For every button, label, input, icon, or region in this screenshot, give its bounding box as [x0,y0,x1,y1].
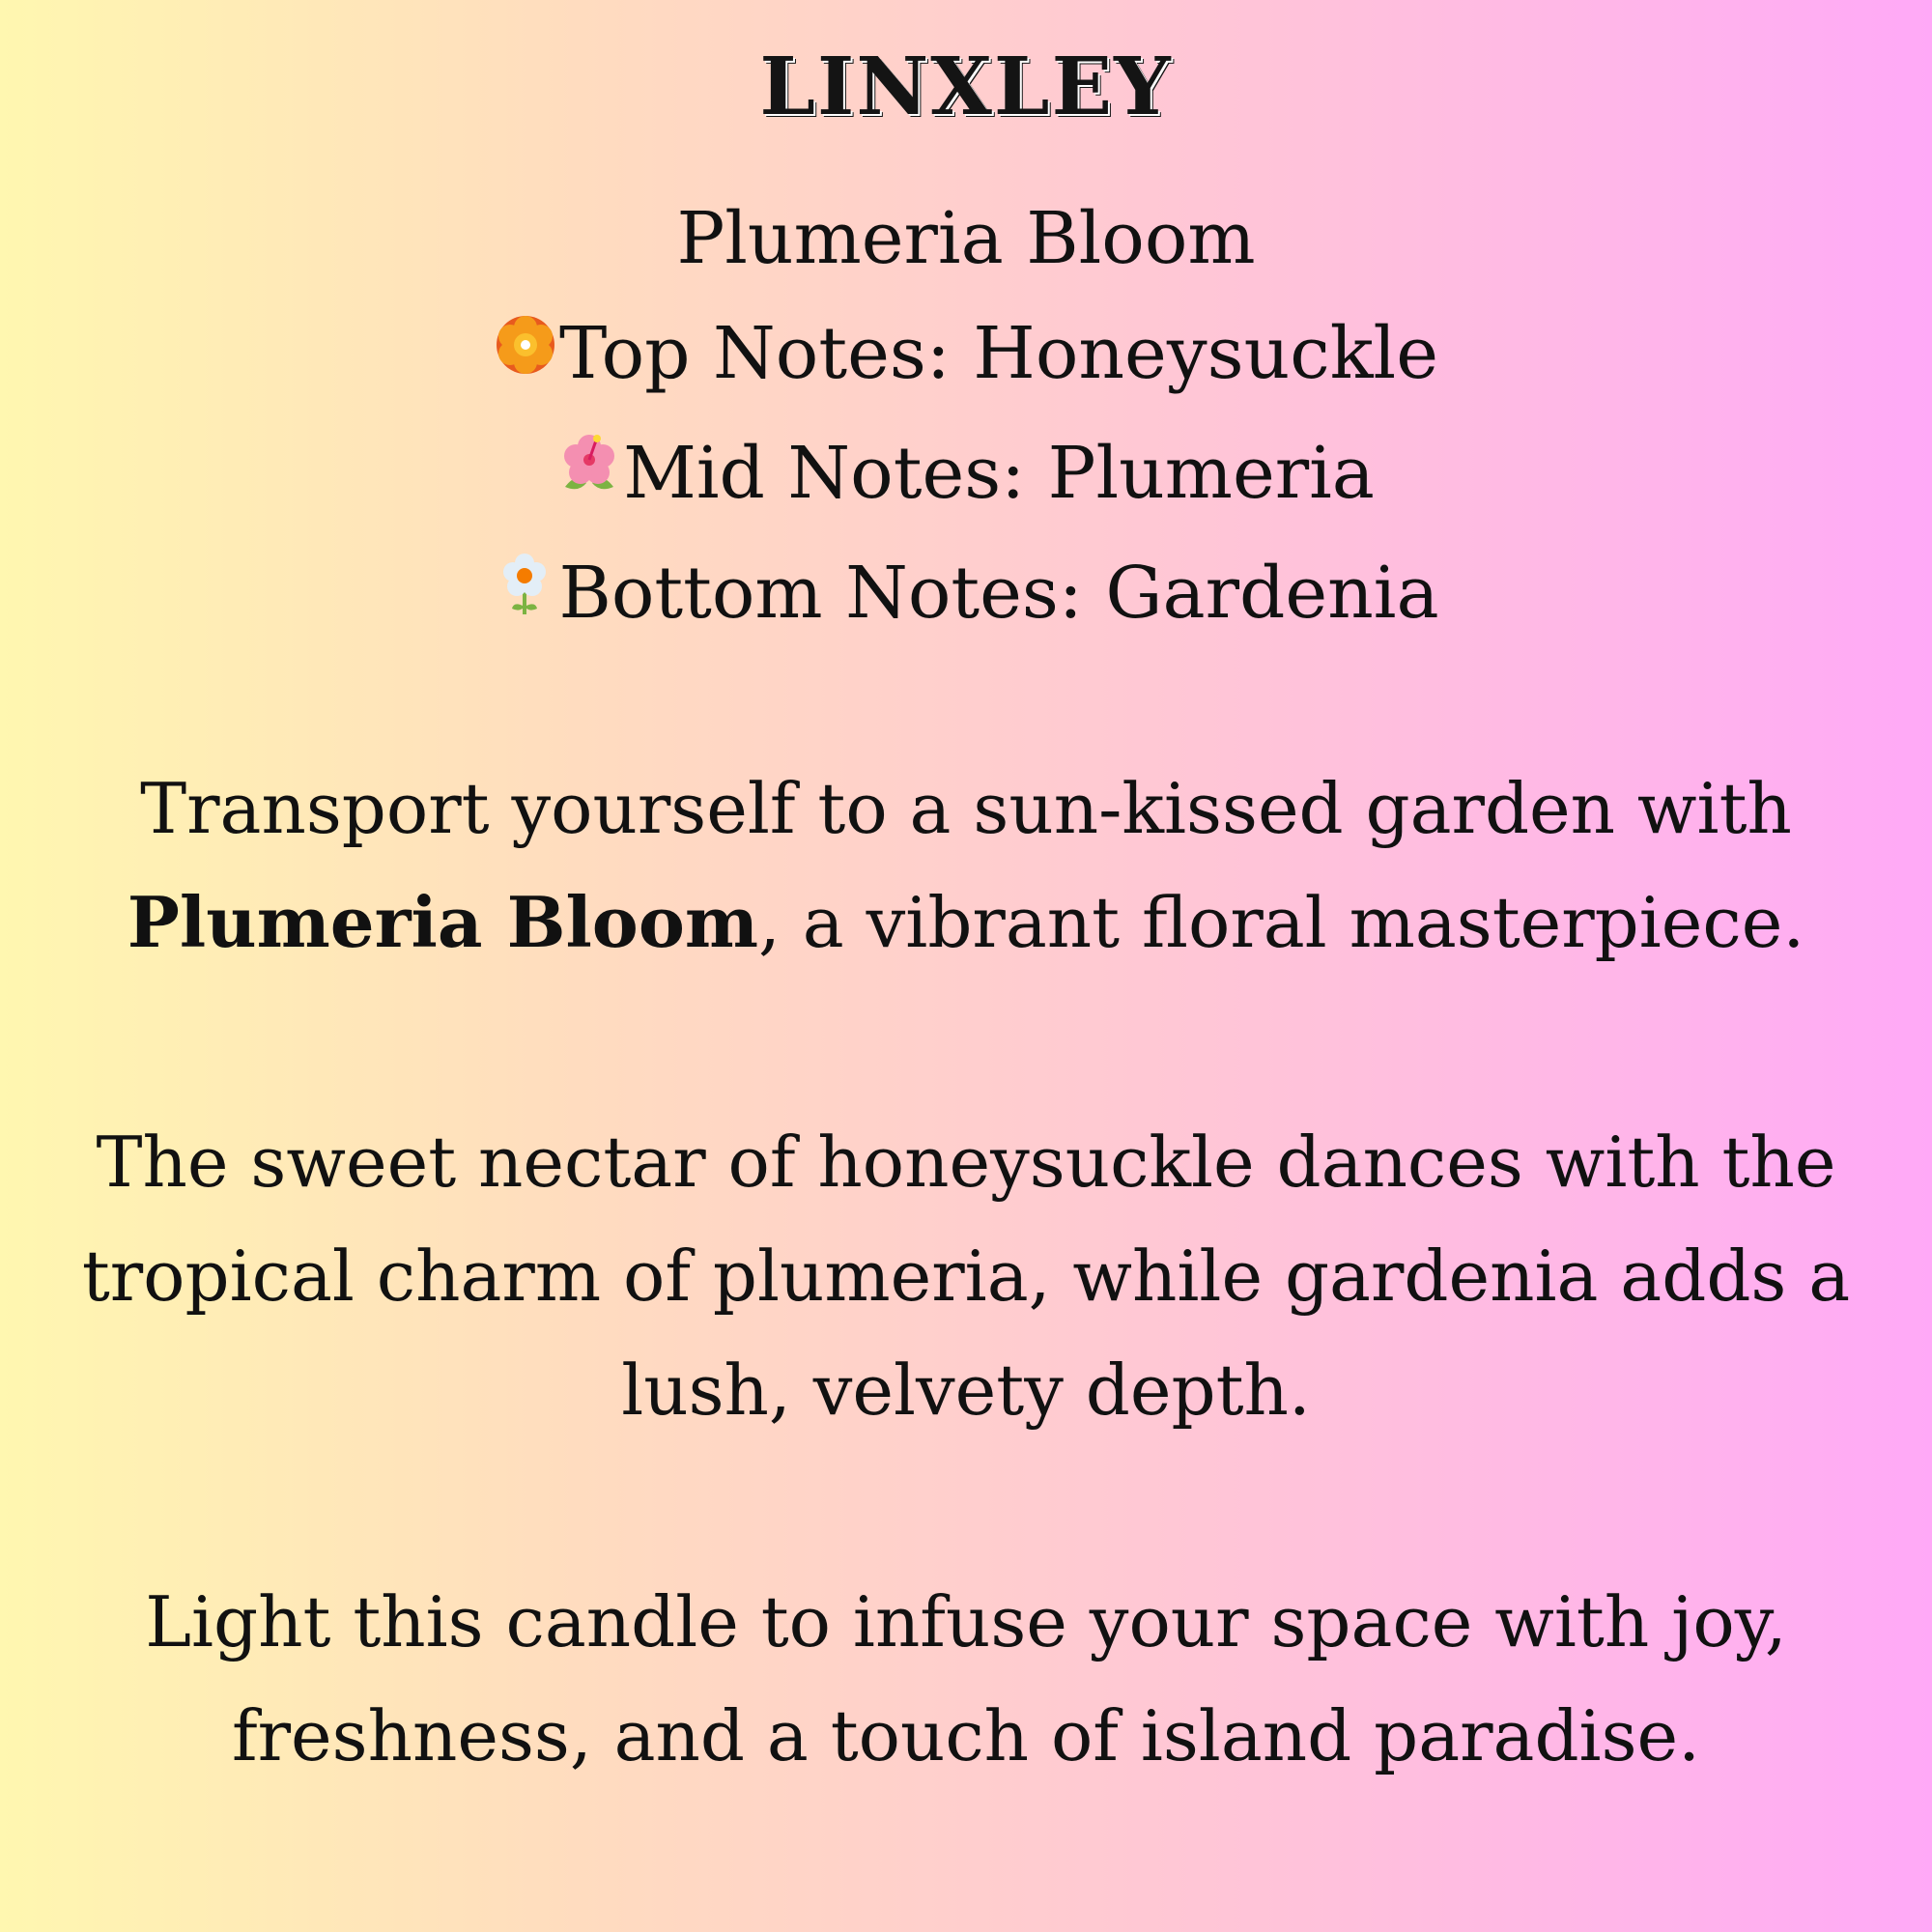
closing-paragraph: Light this candle to infuse your space with joy, freshness, and a touch of island paradise. [145,1581,1787,1776]
white-daisy-icon [493,535,556,650]
orange-flower-icon [494,296,557,411]
bottom-notes-line [0,536,1932,656]
intro-paragraph [19,752,1913,980]
top-notes-text: Top Notes: Honeysuckle [558,312,1439,395]
scent-notes [0,182,1932,656]
intro-tail: , a vibrant floral masterpiece. [758,882,1805,963]
mid-notes-text: Mid Notes: Plumeria [623,432,1375,516]
intro-product-name: Plumeria Bloom [127,881,759,963]
top-notes-line [0,297,1932,416]
brand-title: LINXLEY [759,41,1173,133]
bottom-notes-text: Bottom Notes: Gardenia [558,552,1439,636]
hibiscus-icon [557,415,621,530]
description-paragraph: The sweet nectar of honeysuckle dances with the tropical charm of plumeria, while gardenia adds a lush, velvety depth. [81,1122,1851,1431]
intro-lead: Transport yourself to a sun-kissed garden with [140,768,1792,849]
product-name: Plumeria Bloom [676,197,1256,280]
mid-notes-line [0,416,1932,536]
